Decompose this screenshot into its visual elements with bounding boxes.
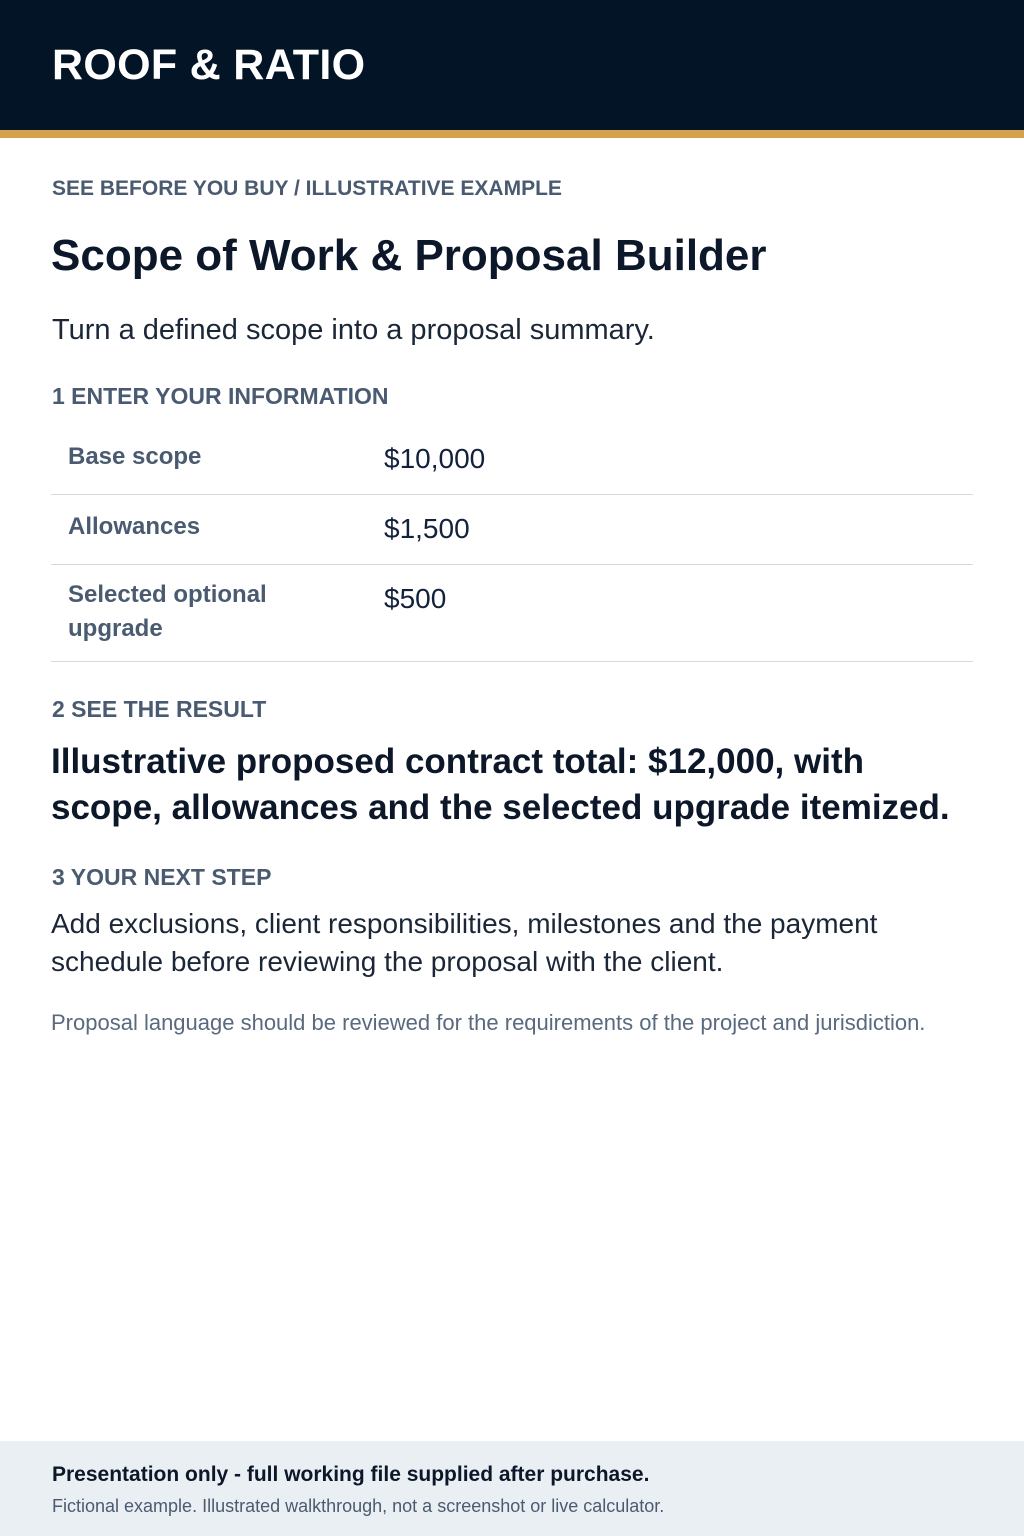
step-1-heading: 1 ENTER YOUR INFORMATION <box>52 383 389 409</box>
inputs-table <box>51 425 973 662</box>
eyebrow-label: SEE BEFORE YOU BUY / ILLUSTRATIVE EXAMPLE <box>52 177 562 200</box>
site-header <box>0 0 1024 130</box>
input-value-allowances: $1,500 <box>384 513 470 544</box>
step-2-heading: 2 SEE THE RESULT <box>52 696 267 722</box>
input-row-base-scope <box>51 425 973 495</box>
input-label-optional-upgrade: Selected optional upgrade <box>68 581 267 642</box>
footer-secondary-text: Fictional example. Illustrated walkthrough, not a screenshot or live calculator. <box>52 1496 665 1516</box>
step-3-heading: 3 YOUR NEXT STEP <box>52 864 272 890</box>
brand-logo-text: ROOF & RATIO <box>52 41 366 89</box>
input-value-base-scope: $10,000 <box>384 443 486 474</box>
footer-primary-text: Presentation only - full working file supplied after purchase. <box>52 1463 650 1486</box>
page-title: Scope of Work & Proposal Builder <box>51 231 767 280</box>
input-label-base-scope: Base scope <box>68 443 202 470</box>
disclaimer-note: Proposal language should be reviewed for the requirements of the project and jurisdiction. <box>51 1010 926 1035</box>
input-row-optional-upgrade <box>51 565 973 662</box>
input-row-allowances <box>51 495 973 565</box>
page-subtitle: Turn a defined scope into a proposal summary. <box>52 314 655 346</box>
result-statement: Illustrative proposed contract total: $12,000, with scope, allowances and the selected upgrade itemized. <box>51 742 950 827</box>
next-step-text: Add exclusions, client responsibilities, milestones and the payment schedule before reviewing the proposal with the client. <box>51 908 878 977</box>
page-footer <box>0 1441 1024 1536</box>
input-value-optional-upgrade: $500 <box>384 583 447 614</box>
input-label-allowances: Allowances <box>68 513 201 540</box>
header-accent-rule <box>0 130 1024 138</box>
